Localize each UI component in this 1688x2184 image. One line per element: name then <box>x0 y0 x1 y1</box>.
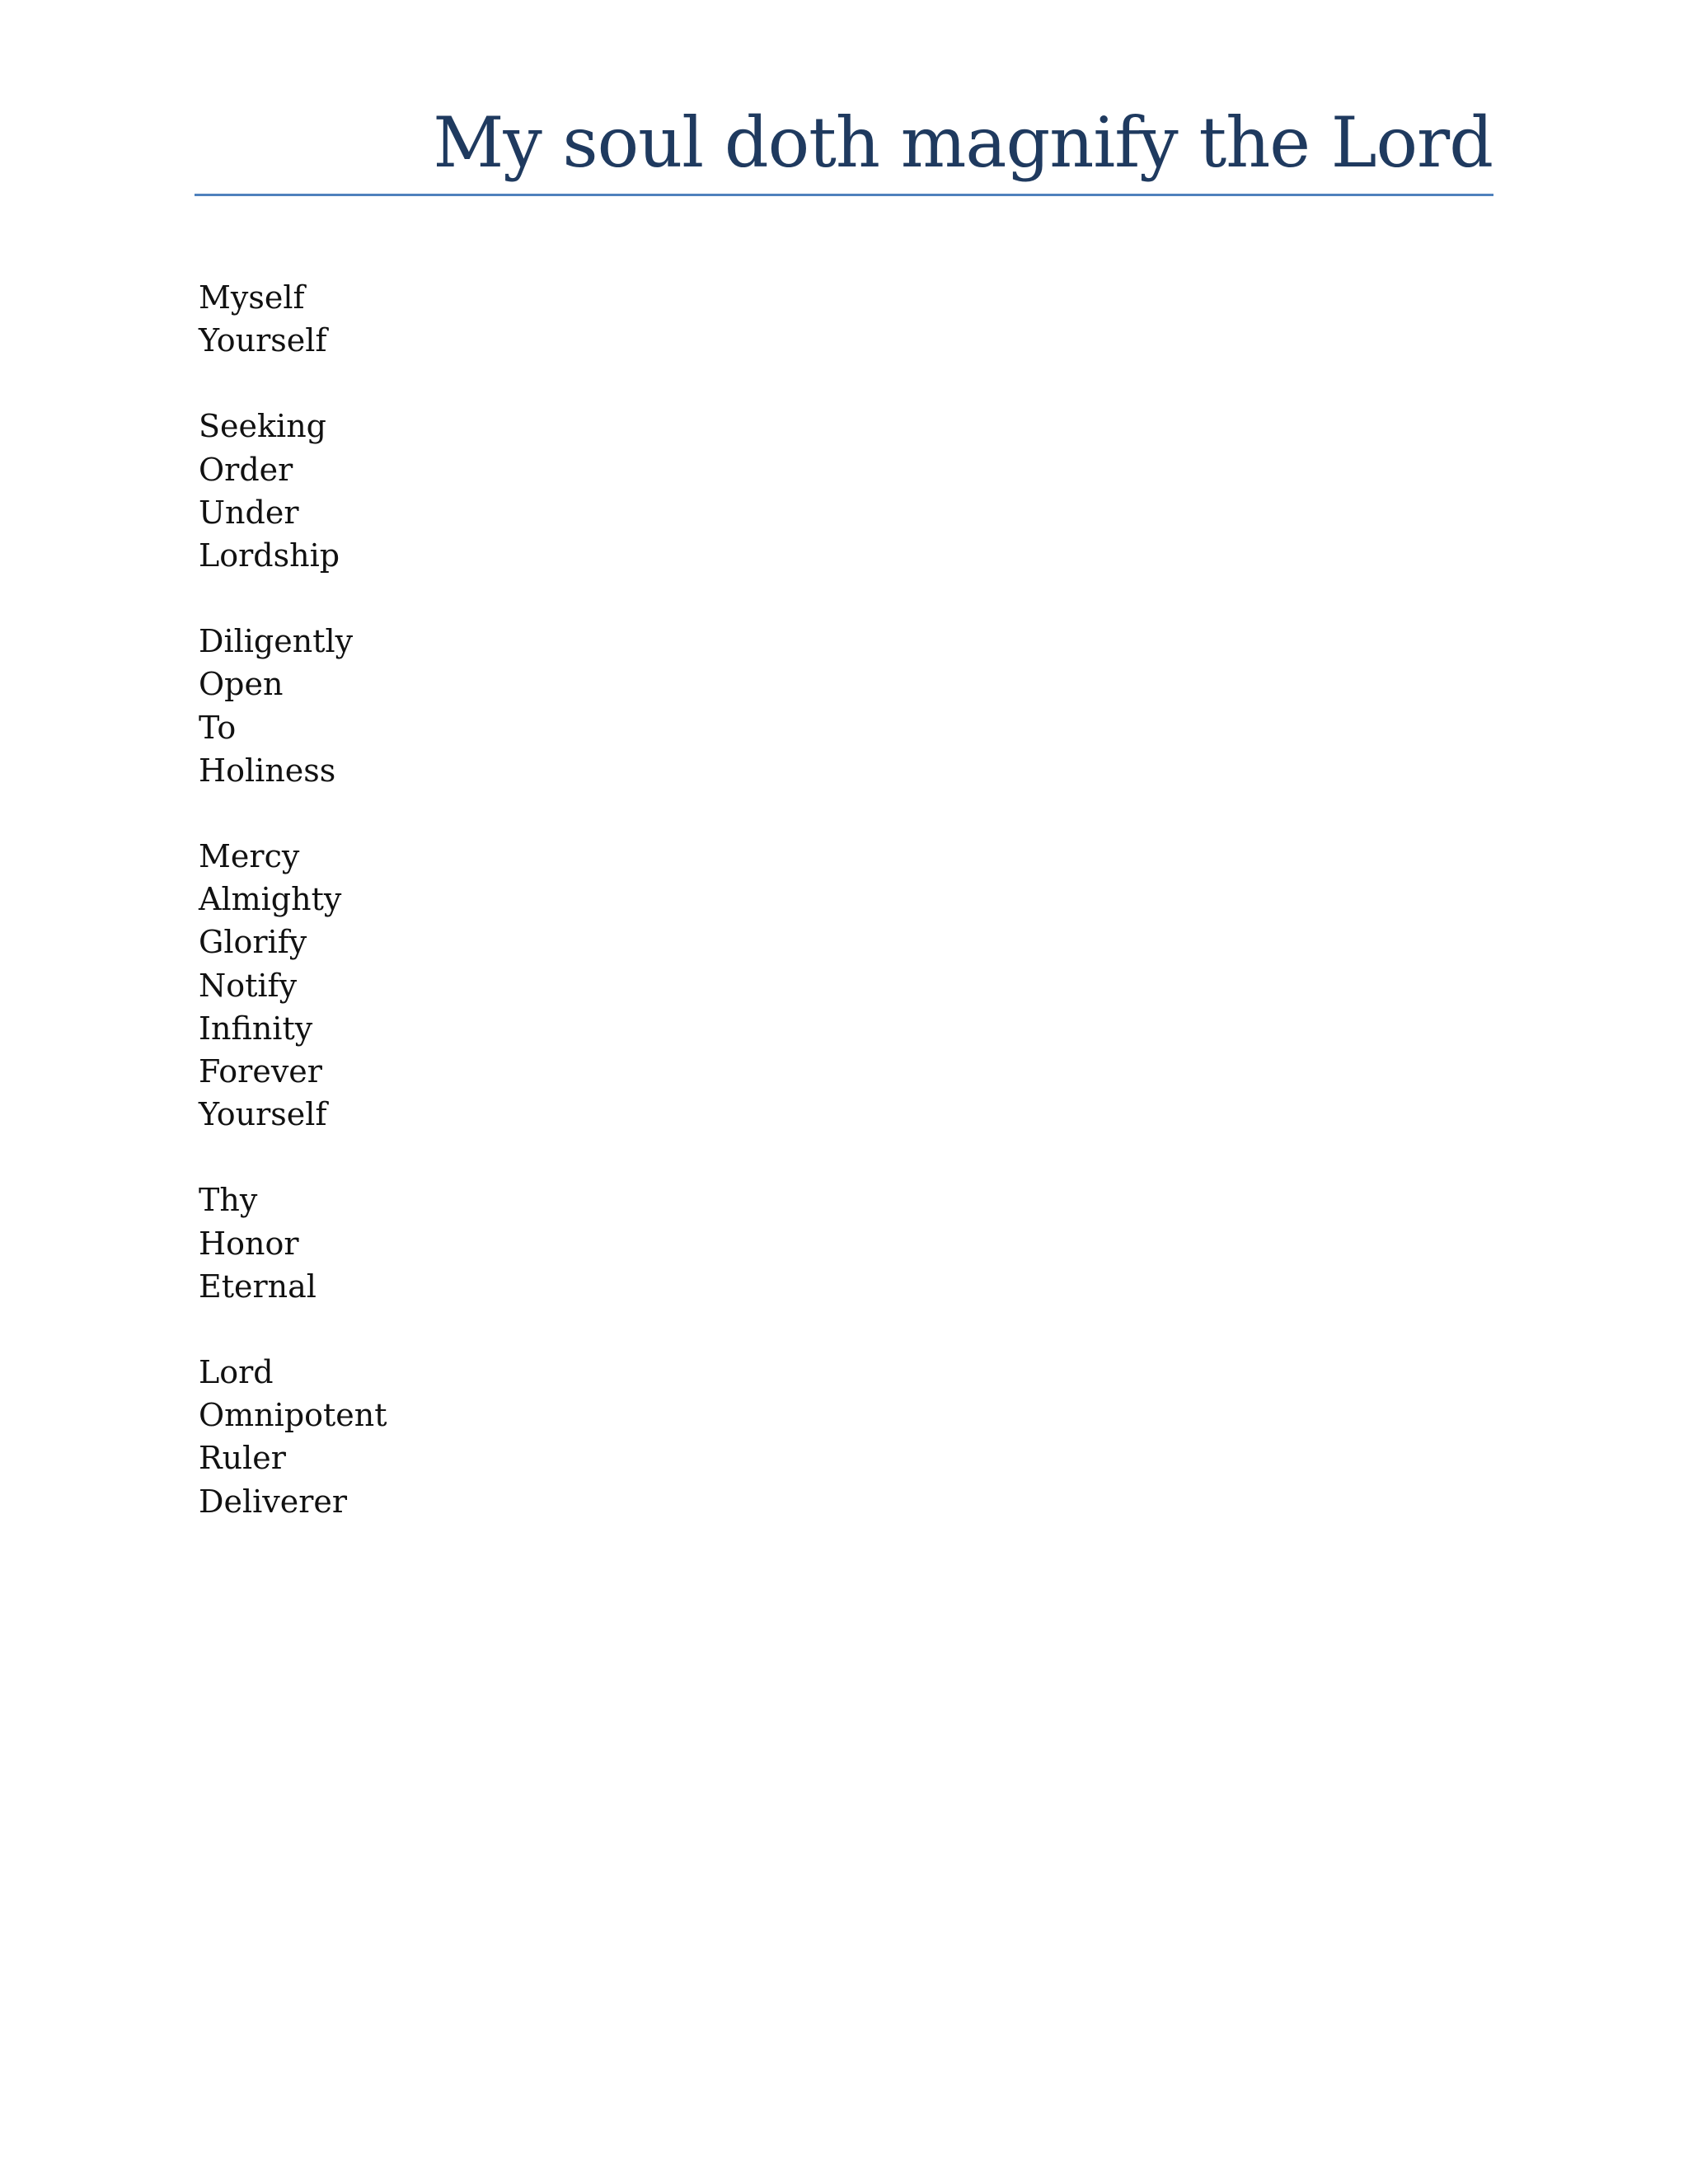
poem-body <box>199 276 940 1566</box>
poem-line: Forever <box>199 1053 322 1090</box>
poem-line: Ruler <box>199 1440 286 1477</box>
poem-line: Omnipotent <box>199 1397 387 1434</box>
stanza <box>199 405 940 577</box>
poem-line: Lordship <box>199 537 340 574</box>
poem-line: Deliverer <box>199 1483 348 1520</box>
poem-line: Glorify <box>199 924 307 961</box>
poem-line: Holiness <box>199 752 336 789</box>
poem-line: Mercy <box>199 838 300 875</box>
poem-line: Order <box>199 451 293 488</box>
poem-line: Yourself <box>199 1096 327 1133</box>
poem-line: Under <box>199 494 299 531</box>
stanza <box>199 835 940 1136</box>
poem-line: Honor <box>199 1225 299 1262</box>
poem-line: Thy <box>199 1182 258 1219</box>
stanza <box>199 620 940 792</box>
stanza <box>199 1179 940 1308</box>
poem-line: Notify <box>199 967 298 1004</box>
poem-line: Almighty <box>199 881 342 918</box>
stanza <box>199 276 940 362</box>
poem-line: Eternal <box>199 1268 316 1305</box>
poem-line: To <box>199 709 237 746</box>
poem-line: Lord <box>199 1354 274 1391</box>
title-underline-rule <box>195 194 1493 196</box>
poem-line: Myself <box>199 279 305 316</box>
poem-line: Diligently <box>199 623 354 660</box>
poem-line: Yourself <box>199 322 327 359</box>
poem-line: Infinity <box>199 1010 313 1047</box>
stanza <box>199 1351 940 1523</box>
poem-line: Seeking <box>199 408 326 445</box>
poem-line: Open <box>199 666 284 703</box>
document-title: My soul doth magnify the Lord <box>433 102 1493 183</box>
